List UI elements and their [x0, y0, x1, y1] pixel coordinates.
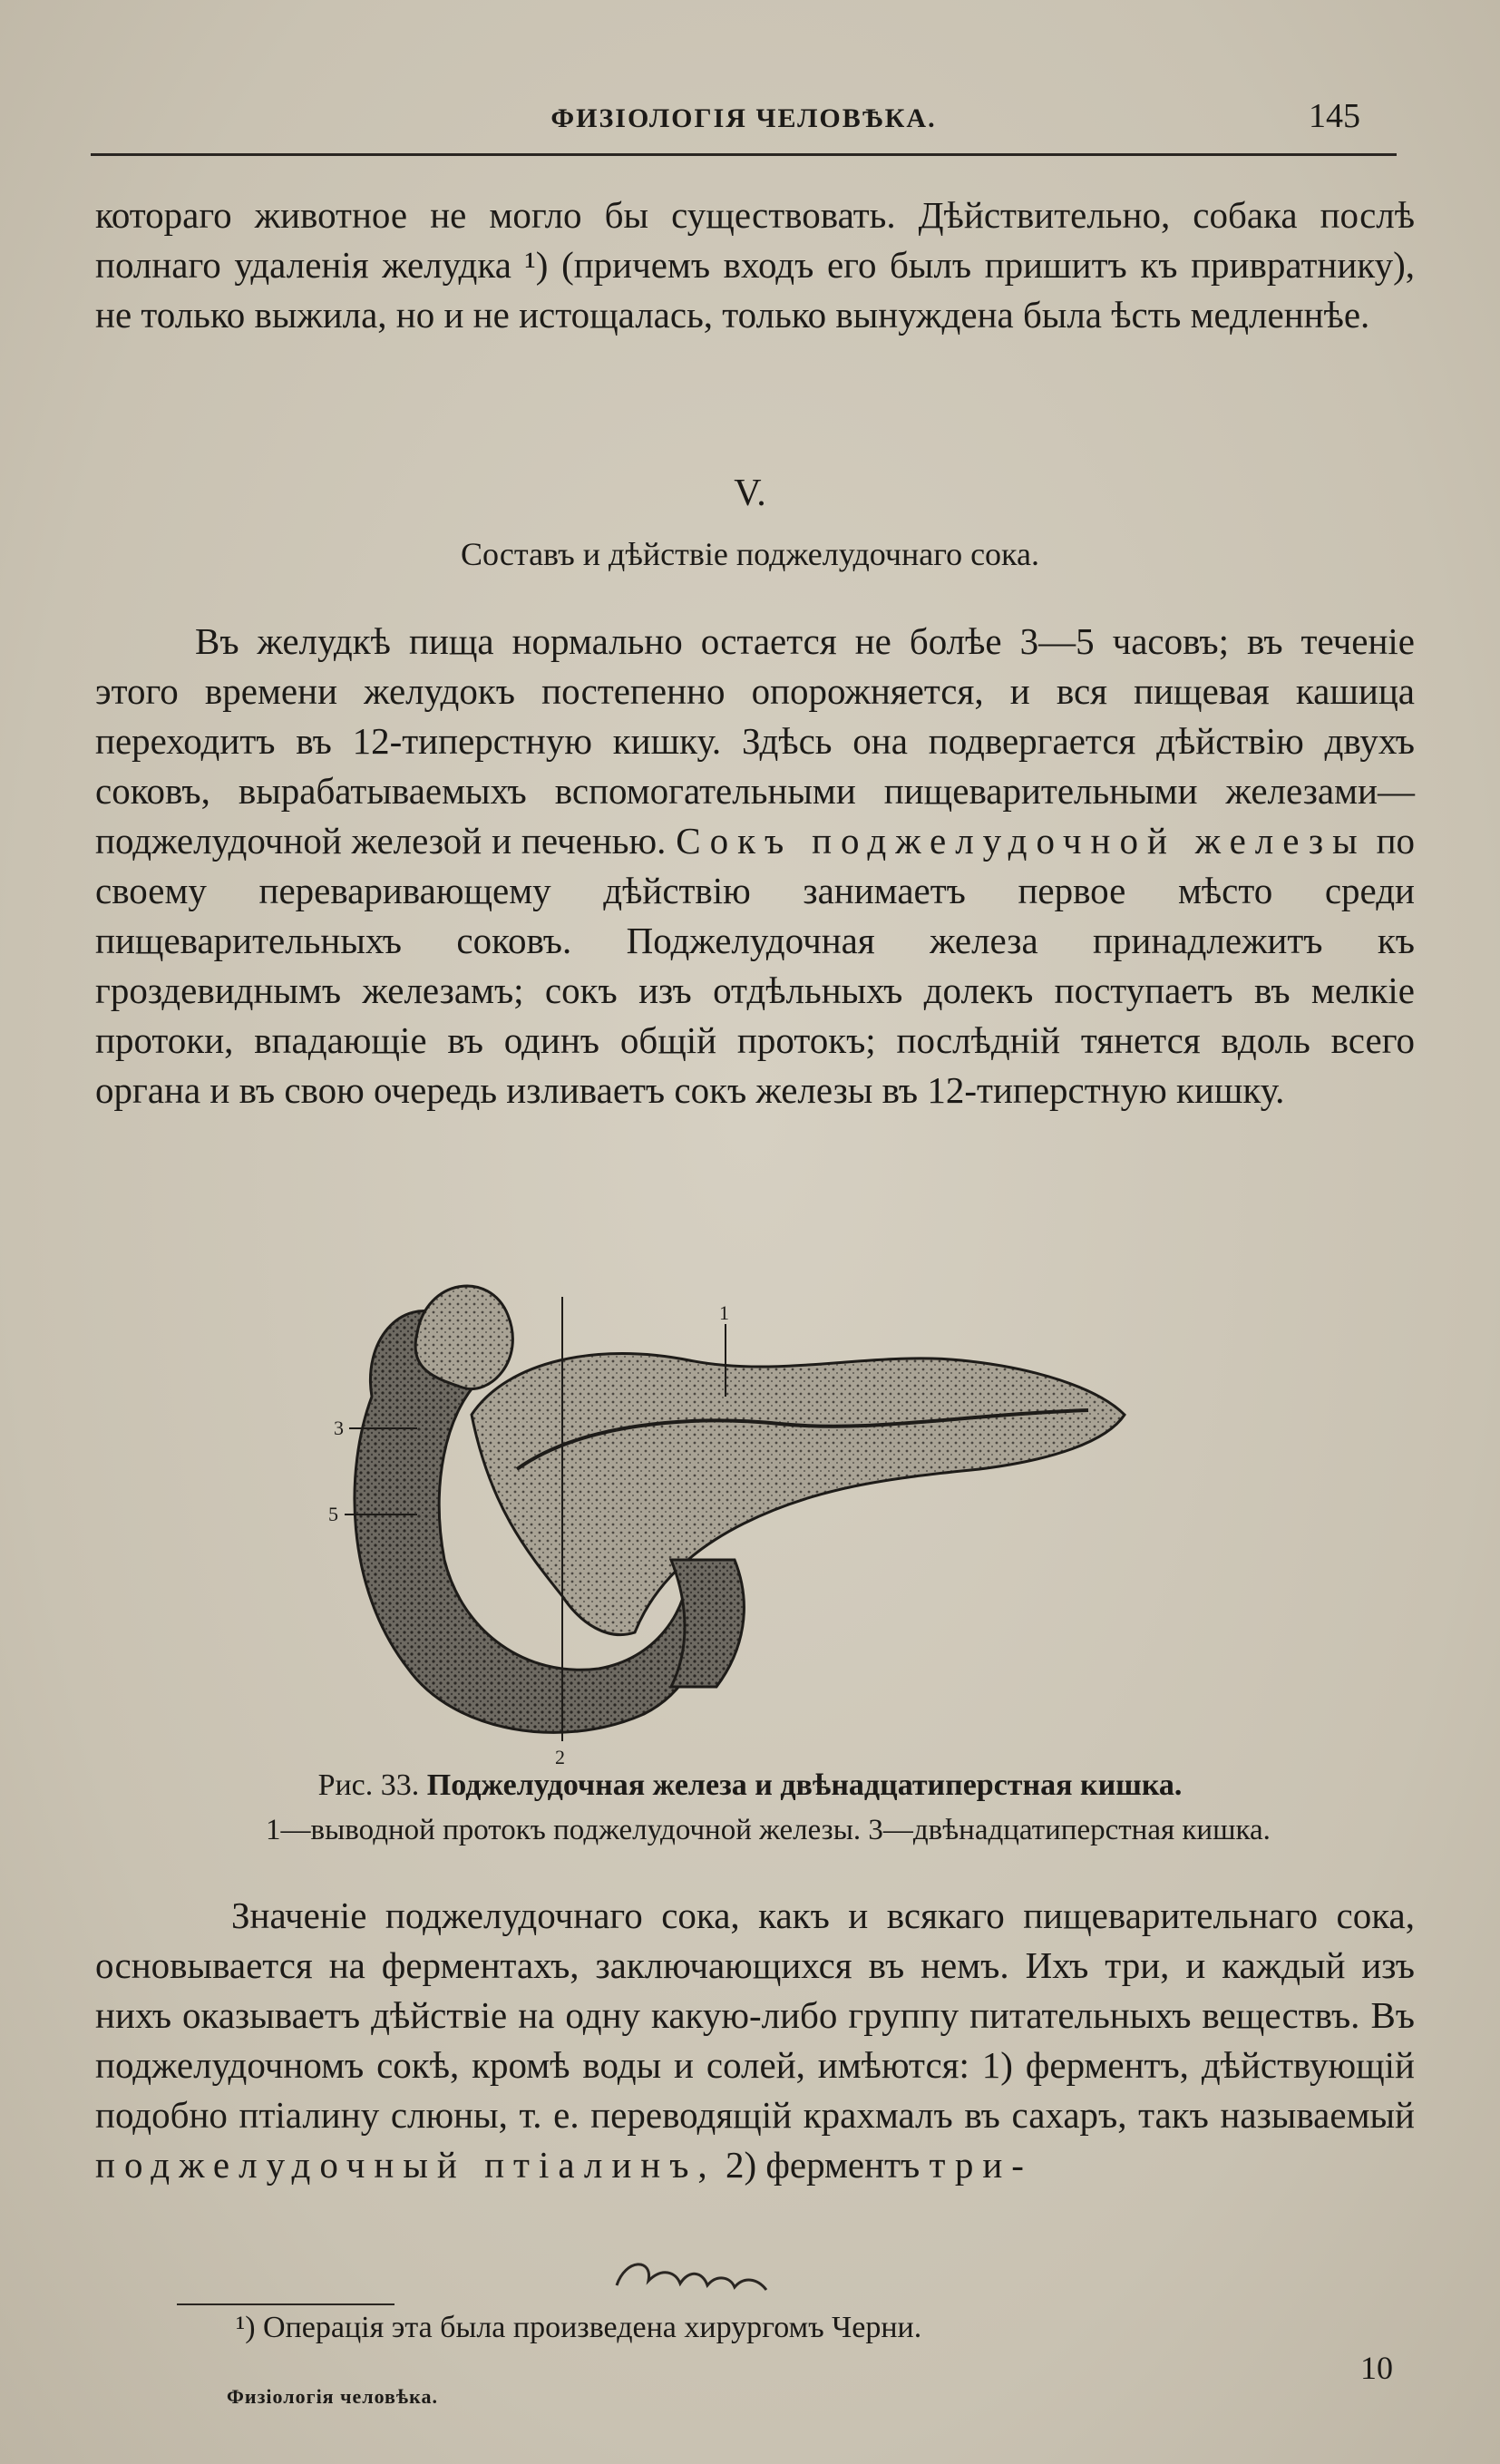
section-number: V. — [734, 472, 766, 514]
paragraph-3 — [95, 1891, 1415, 2190]
pancreas-illustration — [308, 1261, 1197, 1768]
figure-label-2: 2 — [555, 1746, 565, 1768]
footnote-rule — [177, 2303, 394, 2305]
figure-pancreas-duodenum — [308, 1261, 1197, 1768]
paragraph-1: котораго животное не могло бы существовать. Дѣйствительно, собака послѣ полнаго удаленія желудка ¹) (причемъ входъ его былъ пришитъ къ привратнику), не только выжила, но и не истощалась, только вынуждена была ѣсть медленнѣе. — [95, 194, 1415, 336]
spaced-term-pancreatic-juice: Сокъ поджелудочной железы — [676, 820, 1367, 862]
bottom-running-title: Физіологія человѣка. — [227, 2385, 438, 2408]
paragraph-2 — [95, 617, 1415, 1115]
figure-label-1: 1 — [719, 1301, 729, 1324]
page-number: 145 — [1309, 97, 1360, 135]
figure-legend: 1—выводной протокъ поджелудочной железы. 3—двѣнадцатиперстная кишка. — [266, 1814, 1271, 1846]
paragraph-2-part-b: по своему переваривающему дѣйствію занимаетъ первое мѣсто среди пищеварительныхъ соковъ. Поджелудочная железа принадлежитъ къ гроздевиднымъ железамъ; сокъ изъ отдѣльныхъ долекъ поступаетъ въ мелкіе протоки, впадающіе въ одинъ общій протокъ; послѣдній тянется вдоль всего органа и въ свою очередь изливаетъ сокъ железы въ 12-типерстную кишку. — [95, 820, 1416, 1111]
section-title: Составъ и дѣйствіе поджелудочнаго сока. — [461, 536, 1039, 572]
figure-caption-prefix: Рис. 33. — [317, 1768, 420, 1802]
figure-label-3: 3 — [334, 1417, 344, 1439]
duodenal-bulb-shape — [415, 1286, 512, 1389]
figure-caption — [0, 1768, 1500, 1803]
header-rule — [91, 153, 1397, 156]
figure-caption-title: Поджелудочная железа и двѣнадцатиперстная кишка. — [426, 1768, 1183, 1802]
handwritten-scribble — [599, 2249, 780, 2303]
footnote: ¹) Операція эта была произведена хирургомъ Черни. — [236, 2311, 922, 2344]
signature-number: 10 — [1360, 2350, 1393, 2386]
running-head-title: ФИЗІОЛОГІЯ ЧЕЛОВѢКА. — [550, 103, 937, 133]
pancreas-shape — [472, 1354, 1125, 1635]
figure-label-5: 5 — [328, 1503, 338, 1525]
paragraph-2-part-a: Въ желудкѣ пища нормально остается не болѣе 3—5 часовъ; въ теченіе этого времени желудокъ постепенно опорожняется, и вся пищевая кашица переходитъ въ 12-типерстную кишку. Здѣсь она подвергается дѣйствію двухъ соковъ, вырабатываемыхъ вспомогательными пищеварительными железами—поджелудочной железой и печенью. — [95, 620, 1415, 862]
paragraph-3-part-b: 2) ферментъ — [725, 2144, 920, 2186]
spaced-term-pancreatic-ptyalin: поджелудочный птіалинъ, — [95, 2144, 716, 2186]
paragraph-3-part-a: Значеніе поджелудочнаго сока, какъ и всякаго пищеварительнаго сока, основывается на ферментахъ, заключающихся въ немъ. Ихъ три, и каждый изъ нихъ оказываетъ дѣйствіе на одну какую-либо группу питательныхъ веществъ. Въ поджелудочномъ сокѣ, кромѣ воды и солей, имѣются: 1) ферментъ, дѣйствующій подобно птіалину слюны, т. е. переводящій крахмалъ въ сахаръ, такъ называемый — [95, 1894, 1415, 2136]
running-head — [91, 91, 1397, 156]
spaced-term-trypsin: три- — [929, 2144, 1033, 2186]
